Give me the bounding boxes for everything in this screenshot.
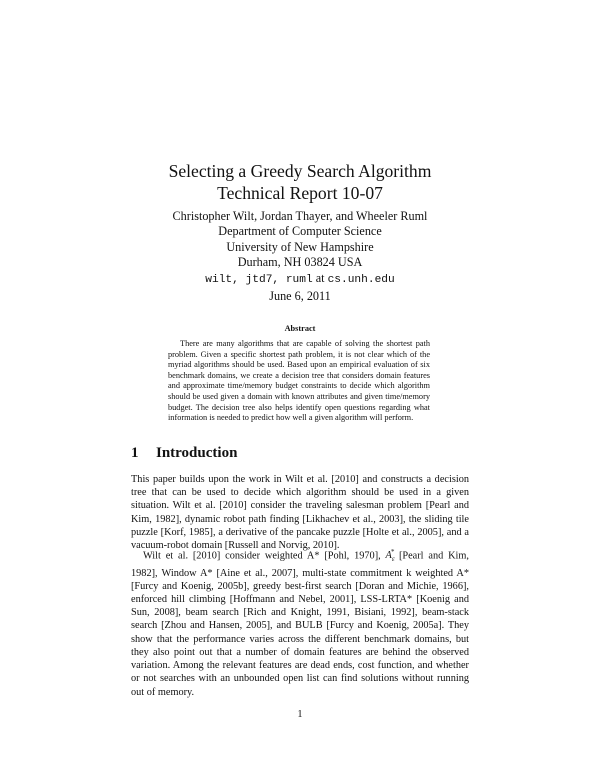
paragraph-2-part-a: Wilt et al. [2010] consider weighted A* [Pohl, 1970],	[143, 550, 386, 562]
paragraph-2-part-b: [Pearl and Kim, 1982], Window A* [Aine et al., 2007], multi-state commitment k weighted A* [Furcy and Koenig, 2005b], greedy best-first search [Doran and Michie, 1966], enforced hill climbing [Hoffmann and Nebel, 2001], LSS-LRTA* [Koenig and Sun, 2008], beam search [Rich and Knight, 1991, Bisiani, 1992], beam-stack search [Zhou and Hansen, 2005], and BULB [Furcy and Koenig, 2005a]. They show that the performance varies across the different benchmark domains, but they also point out that a number of domain features are behind the observed variation. Among the relevant features are dead ends, cost function, and whether or not searches with an unbounded open list can find solutions without running out of memory.	[131, 550, 469, 698]
title-block	[0, 160, 600, 204]
a-star-epsilon-symbol	[385, 548, 395, 564]
section-heading	[131, 445, 237, 462]
report-number: Technical Report 10-07	[217, 183, 383, 203]
paragraph-1: This paper builds upon the work in Wilt et al. [2010] and constructs a decision tree that can be used to decide which algorithm should be used in a given situation. Wilt et al. [2010] consider the traveling salesman problem [Pearl and Kim, 1982], dynamic robot path finding [Likhachev et al., 2003], the sliding tile puzzle [Korf, 1985], a derivative of the pancake puzzle [Holte et al., 2005], and a vacuum-robot domain [Russell and Norvig, 2010].	[131, 474, 469, 552]
a-star-epsilon-base: A	[385, 550, 392, 562]
author-block	[0, 209, 600, 288]
author-names: Christopher Wilt, Jordan Thayer, and Wheeler Ruml	[172, 209, 428, 223]
email-domain: cs.unh.edu	[327, 273, 395, 286]
page-number: 1	[297, 709, 303, 720]
university: University of New Hampshire	[226, 239, 374, 254]
location: Durham, NH 03824 USA	[237, 255, 363, 270]
section-title: Introduction	[156, 445, 238, 461]
email-line	[0, 271, 600, 288]
paper-title: Selecting a Greedy Search Algorithm	[168, 161, 432, 181]
publication-date: June 6, 2011	[269, 289, 331, 303]
abstract-text: There are many algorithms that are capable of solving the shortest path problem. Given a specific shortest path problem, it is not clear which of the myriad algorithms should be used. Based upon an empirical evaluation of six benchmark domains, we create a decision tree that considers domain features and approximate time/memory budget constraints to decide which algorithm should be used given a domain with known attributes and given time/memory budget. The decision tree also helps identify open questions regarding what information is needed to predict how well a given algorithm will perform.	[168, 339, 430, 423]
paragraph-2	[131, 546, 469, 699]
department: Department of Computer Science	[218, 224, 382, 239]
email-users: wilt, jtd7, ruml	[205, 273, 313, 286]
email-at: at	[312, 270, 328, 285]
section-number: 1	[131, 445, 139, 461]
a-star-epsilon-subscript: ε	[391, 555, 395, 564]
a-star-epsilon-superscript: *	[390, 548, 395, 556]
abstract-heading: Abstract	[284, 324, 316, 333]
